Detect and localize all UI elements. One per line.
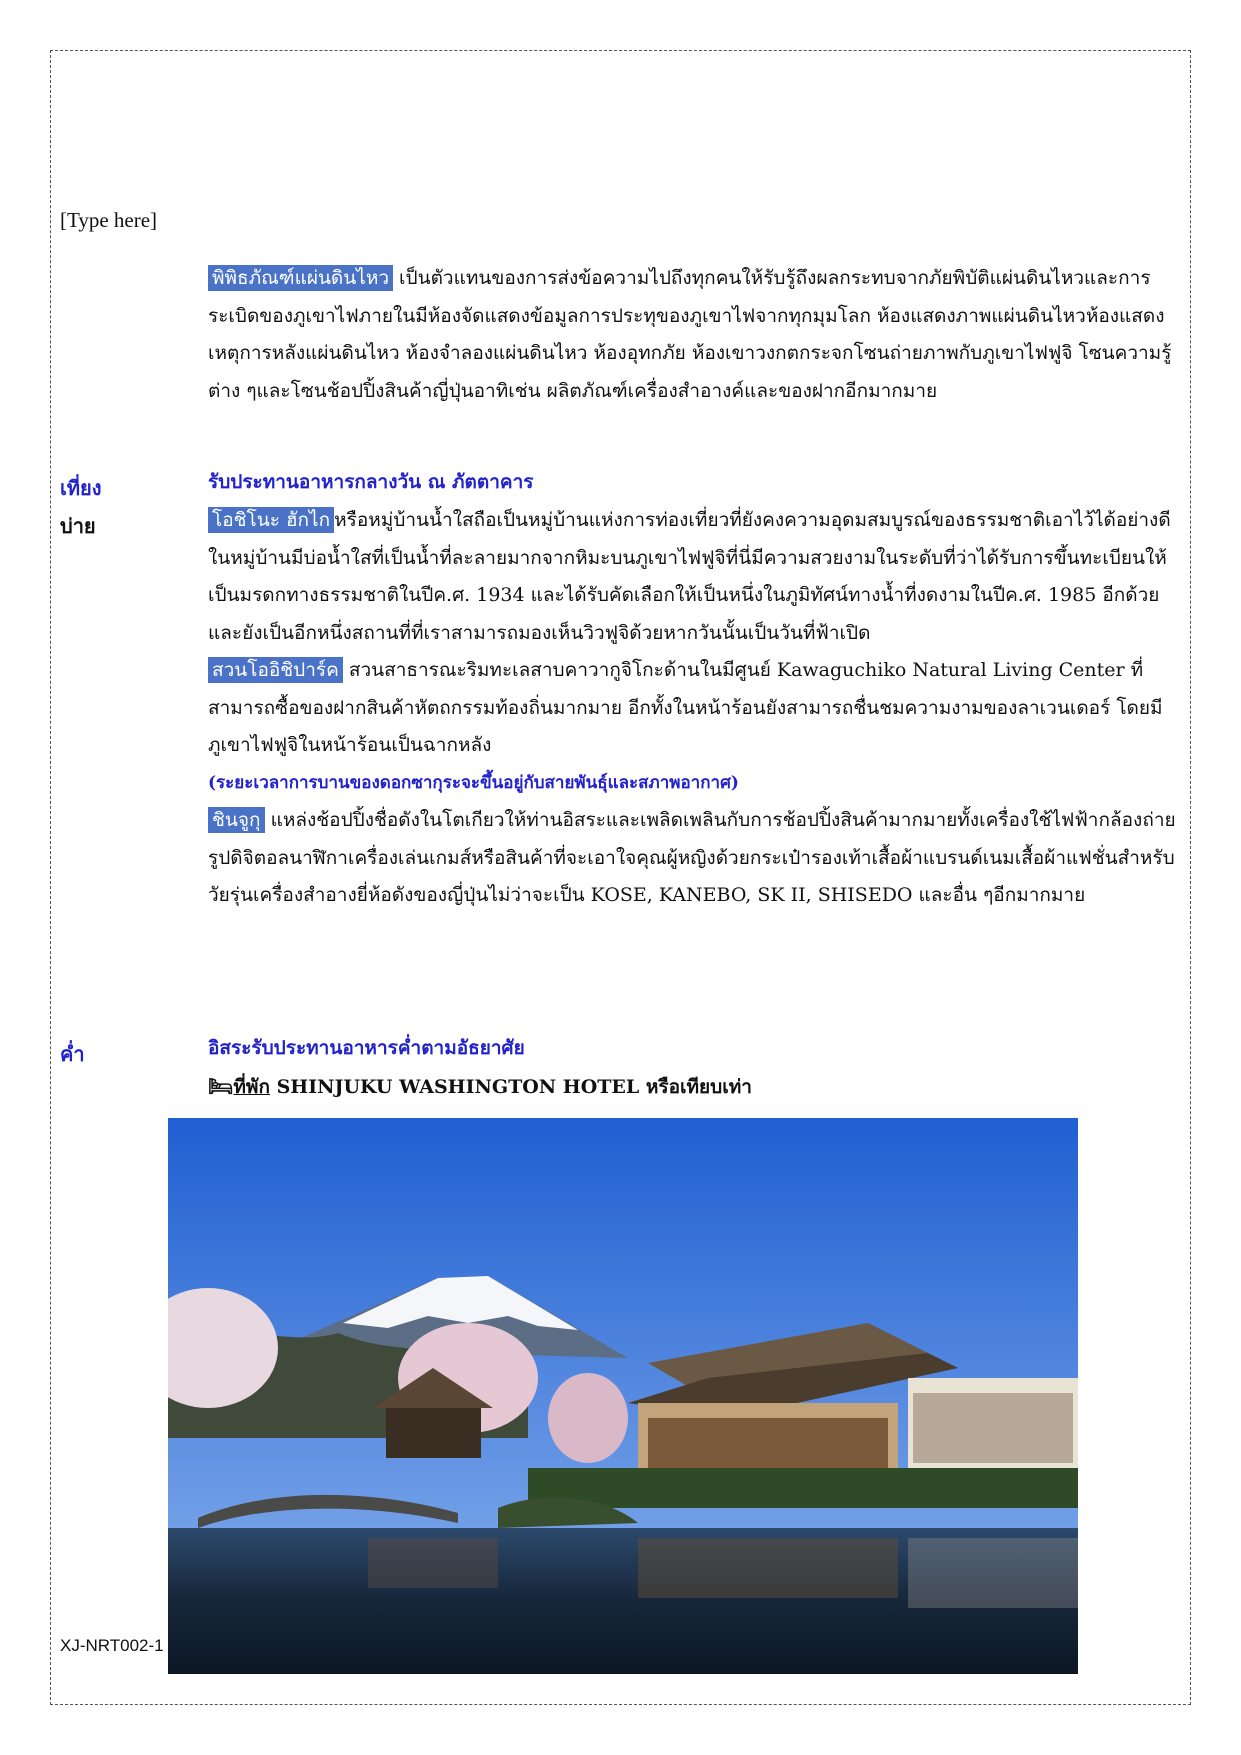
sakura-note: (ระยะเวลาการบานของดอกซากุระจะขึ้นอยู่กับสายพันธุ์และสภาพอากาศ) [208,772,739,793]
oshino-paragraph [208,502,1190,652]
bed-icon: 🛏 [208,1074,234,1098]
museum-text: เป็นตัวแทนของการส่งข้อความไปถึงทุกคนให้รับรู้ถึงผลกระทบจากภัยพิบัติแผ่นดินไหวและการระเบิดของภูเขาไฟภายในมีห้องจัดแสดงข้อมูลการประทุของภูเขาไฟจากทุกมุมโลก ห้องแสดงภาพแผ่นดินไหวห้องแสดงเหตุการหลังแผ่นดินไหว ห้องจำลองแผ่นดินไหว ห้องอุทกภัย ห้องเขาวงกตกระจกโซนถ่ายภาพกับภูเขาไฟฟูจิ โซนความรู้ต่าง ๆและโซนช้อปปิ้งสินค้าญี่ปุ่นอาทิเช่น ผลิตภัณฑ์เครื่องสำอางค์และของฝากอีกมากมาย [208,267,1172,402]
oishi-text: สวนสาธารณะริมทะเลสาบคาวากูจิโกะด้านในมีศูนย์ Kawaguchiko Natural Living Center ที่สามารถซื้อของฝากสินค้าหัตถกรรมท้องถิ่นมากมาย อีกทั้งในหน้าร้อนยังสามารถชื่นชมความงามของลาเวนเดอร์ โดยมีภูเขาไฟฟูจิในหน้าร้อนเป็นฉากหลัง [208,659,1163,756]
shinjuku-paragraph [208,802,1190,915]
lunch-label: เที่ยง [60,476,102,500]
afternoon-label: บ่าย [60,514,96,538]
hotel-name: SHINJUKU WASHINGTON HOTEL หรือเทียบเท่า [269,1076,752,1098]
oshino-hakkai-photo [168,1118,1078,1674]
dinner-label: ค่ำ [60,1042,85,1066]
oshino-title: โอชิโนะ ฮักไก [208,507,334,533]
page-header: [Type here] [60,208,158,232]
oshino-text: หรือหมู่บ้านน้ำใสถือเป็นหมู่บ้านแห่งการท่องเที่ยวที่ยังคงความอุดมสมบูรณ์ของธรรมชาติเอาไว้ได้อย่างดีในหมู่บ้านมีบ่อน้ำใสที่เป็นน้ำที่ละลายมากจากหิมะบนภูเขาไฟฟูจิที่นี่มีความสวยงามในระดับที่ว่าได้รับการขึ้นทะเบียนให้เป็นมรดกทางธรรมชาติในปีค.ศ. 1934 และได้รับคัดเลือกให้เป็นหนึ่งในภูมิทัศน์ทางน้ำที่งดงามในปีค.ศ. 1985 อีกด้วยและยังเป็นอีกหนึ่งสถานที่ที่เราสามารถมองเห็นวิวฟูจิด้วยหากวันนั้นเป็นวันที่ฟ้าเปิด [208,509,1171,644]
oishi-paragraph [208,652,1190,765]
lunch-text: รับประทานอาหารกลางวัน ณ ภัตตาคาร [208,471,534,493]
shinjuku-text: แหล่งช้อปปิ้งชื่อดังในโตเกียวให้ท่านอิสระและเพลิดเพลินกับการช้อปปิ้งสินค้ามากมายทั้งเครื่องใช้ไฟฟ้ากล้องถ่ายรูปดิจิตอลนาฬิกาเครื่องเล่นเกมส์หรือสินค้าที่จะเอาใจคุณผู้หญิงด้วยกระเป๋ารองเท้าเสื้อผ้าแบรนด์เนมเสื้อผ้าแฟชั่นสำหรับวัยรุ่นเครื่องสำอางยี่ห้อดังของญี่ปุ่นไม่ว่าจะเป็น KOSE, KANEBO, SK II, SHISEDO และอื่น ๆอีกมากมาย [208,809,1176,906]
shinjuku-title: ชินจูกุ [208,807,265,833]
dinner-text: อิสระรับประทานอาหารค่ำตามอัธยาศัย [208,1037,525,1059]
oishi-title: สวนโออิชิปาร์ค [208,657,343,683]
page-footer-code: XJ-NRT002-1 [60,1636,164,1655]
museum-title: พิพิธภัณฑ์แผ่นดินไหว [208,265,393,291]
hotel-prefix: ที่พัก [233,1076,270,1098]
